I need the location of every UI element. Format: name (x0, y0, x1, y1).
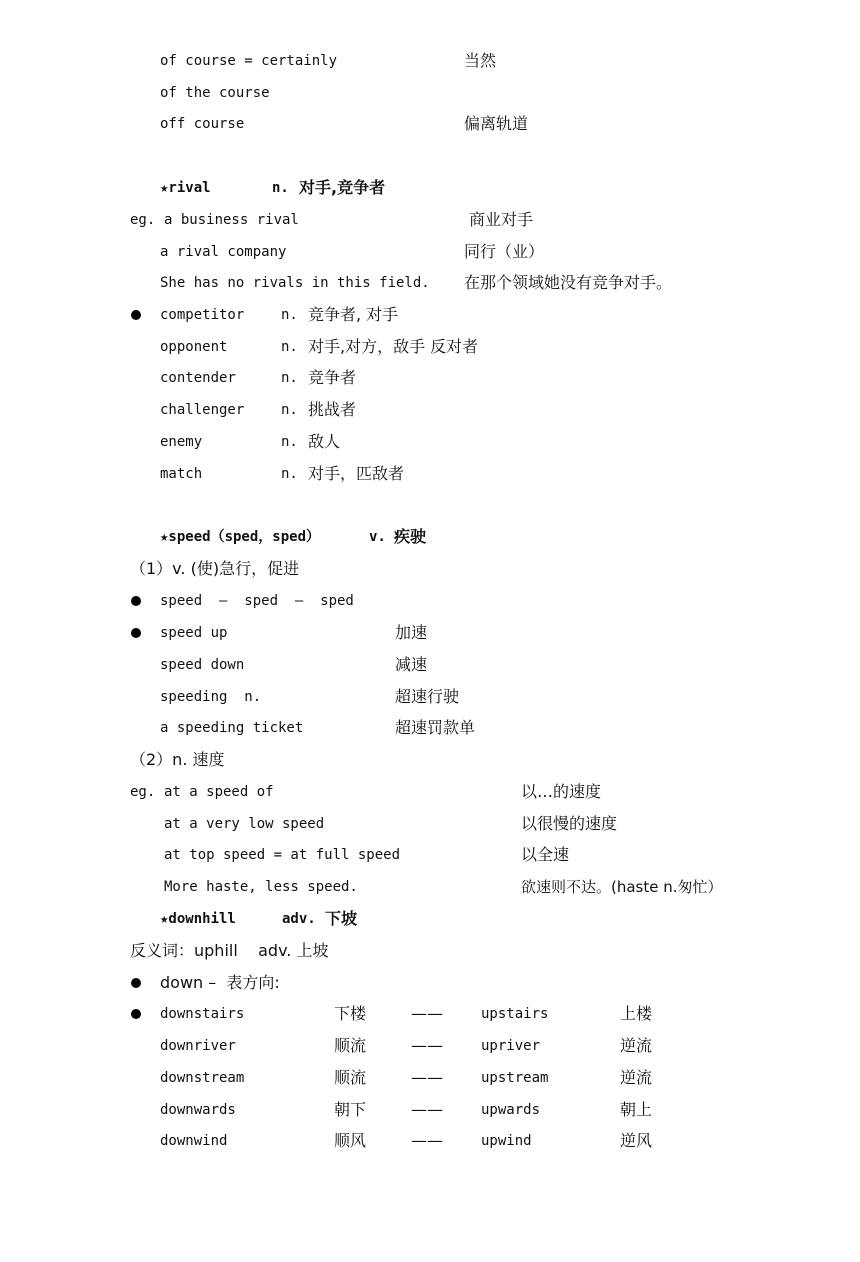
course-zh: 偏离轨道 (464, 114, 529, 133)
pair-line (0, 1035, 860, 1057)
synonym-word: opponent (160, 339, 228, 355)
down-meaning: 顺流 (334, 1068, 367, 1087)
up-meaning: 朝上 (620, 1100, 653, 1119)
synonym-pos: n. (281, 466, 298, 482)
headword-meaning: 疾驶 (394, 527, 427, 546)
direction-line (0, 972, 860, 994)
example-line (0, 209, 860, 231)
synonym-word: challenger (160, 402, 245, 418)
synonym-meaning: 敌人 (308, 432, 341, 451)
example-prefix: eg. (130, 212, 156, 228)
example-en: at a speed of (164, 784, 274, 800)
example-en: a business rival (164, 212, 299, 228)
example-zh: 在那个领域她没有竞争对手。 (464, 273, 673, 292)
phrase-line (0, 717, 860, 739)
example-line (0, 844, 860, 866)
synonym-meaning: 对手，匹敌者 (308, 464, 405, 483)
example-en: at a very low speed (164, 816, 325, 832)
synonym-line (0, 463, 860, 485)
example-zh: 以全速 (521, 845, 570, 864)
example-zh: 以很慢的速度 (521, 814, 618, 833)
antonym-text: 反义词：uphill adv. 上坡 (130, 941, 329, 960)
down-meaning: 朝下 (334, 1100, 367, 1119)
up-meaning: 上楼 (620, 1004, 653, 1023)
phrase-line (0, 622, 860, 644)
down-meaning: 顺流 (334, 1036, 367, 1055)
down-meaning: 顺风 (334, 1131, 367, 1150)
pair-line (0, 1067, 860, 1089)
down-word: downwind (160, 1133, 228, 1149)
example-zh: 同行（业） (464, 242, 545, 261)
sense-label: （2）n. 速度 (130, 750, 225, 769)
down-word: downstream (160, 1070, 245, 1086)
bullet-icon (131, 596, 141, 606)
up-word: upwards (481, 1102, 541, 1118)
up-meaning: 逆流 (620, 1068, 653, 1087)
pair-dash: —— (411, 1004, 443, 1023)
down-word: downwards (160, 1102, 236, 1118)
course-line (0, 82, 860, 104)
sense-line (0, 558, 860, 580)
phrase-zh: 加速 (395, 623, 428, 642)
up-word: upstairs (481, 1006, 549, 1022)
example-en: She has no rivals in this field. (160, 275, 430, 291)
pair-dash: —— (411, 1068, 443, 1087)
headword: ★rival (160, 180, 211, 196)
synonym-pos: n. (281, 339, 298, 355)
synonym-meaning: 挑战者 (308, 400, 357, 419)
bullet-icon (131, 1009, 141, 1019)
pair-line (0, 1099, 860, 1121)
synonym-line (0, 367, 860, 389)
pair-dash: —— (411, 1131, 443, 1150)
example-line (0, 272, 860, 294)
down-word: downstairs (160, 1006, 245, 1022)
headword-pos: v. (369, 529, 386, 545)
course-zh: 当然 (464, 51, 497, 70)
phrase-en: speed down (160, 657, 245, 673)
synonym-pos: n. (281, 402, 298, 418)
up-meaning: 逆流 (620, 1036, 653, 1055)
up-meaning: 逆风 (620, 1131, 653, 1150)
synonym-pos: n. (281, 370, 298, 386)
course-en: of the course (160, 85, 270, 101)
example-zh: 商业对手 (469, 210, 534, 229)
example-line (0, 876, 860, 898)
course-line (0, 113, 860, 135)
verb-forms: speed – sped – sped (160, 593, 354, 609)
synonym-meaning: 竞争者, 对手 (308, 305, 399, 324)
headword-meaning: 对手,竞争者 (299, 178, 386, 197)
rival-heading (0, 177, 860, 199)
phrase-en: speed up (160, 625, 228, 641)
direction-note: down – 表方向: (160, 973, 280, 992)
synonym-line (0, 399, 860, 421)
bullet-icon (131, 978, 141, 988)
example-en: More haste, less speed. (164, 879, 358, 895)
headword: ★downhill (160, 911, 236, 927)
headword-pos: adv. (282, 911, 316, 927)
example-line (0, 241, 860, 263)
synonym-word: contender (160, 370, 236, 386)
synonym-meaning: 竞争者 (308, 368, 357, 387)
synonym-line (0, 304, 860, 326)
antonym-line (0, 940, 860, 962)
pair-line (0, 1003, 860, 1025)
bullet-icon (131, 310, 141, 320)
example-zh: 欲速则不达。(haste n.匆忙） (521, 878, 723, 896)
synonym-pos: n. (281, 434, 298, 450)
course-en: off course (160, 116, 245, 132)
synonym-meaning: 对手,对方，敌手 反对者 (308, 337, 479, 356)
bullet-icon (131, 628, 141, 638)
example-line (0, 781, 860, 803)
headword-meaning: 下坡 (325, 909, 358, 928)
phrase-en: a speeding ticket (160, 720, 304, 736)
up-word: upstream (481, 1070, 549, 1086)
phrase-line (0, 654, 860, 676)
downhill-heading (0, 908, 860, 930)
phrase-zh: 超速行驶 (395, 687, 460, 706)
headword: ★speed（sped，sped） (160, 529, 321, 545)
example-zh: 以…的速度 (521, 782, 602, 801)
down-meaning: 下楼 (334, 1004, 367, 1023)
example-prefix: eg. (130, 784, 156, 800)
up-word: upriver (481, 1038, 541, 1054)
speed-heading (0, 526, 860, 548)
phrase-zh: 减速 (395, 655, 428, 674)
synonym-word: enemy (160, 434, 203, 450)
synonym-word: match (160, 466, 203, 482)
down-word: downriver (160, 1038, 236, 1054)
example-en: at top speed = at full speed (164, 847, 401, 863)
example-en: a rival company (160, 244, 287, 260)
pair-dash: —— (411, 1036, 443, 1055)
phrase-line (0, 686, 860, 708)
course-en: of course = certainly (160, 53, 338, 69)
synonym-word: competitor (160, 307, 245, 323)
up-word: upwind (481, 1133, 532, 1149)
synonym-line (0, 336, 860, 358)
phrase-en: speeding n. (160, 689, 262, 705)
example-line (0, 813, 860, 835)
course-line (0, 50, 860, 72)
pair-line (0, 1130, 860, 1152)
sense-line (0, 749, 860, 771)
pair-dash: —— (411, 1100, 443, 1119)
phrase-zh: 超速罚款单 (395, 718, 476, 737)
forms-line (0, 590, 860, 612)
sense-label: （1）v. (使)急行，促进 (130, 559, 300, 578)
headword-pos: n. (272, 180, 289, 196)
synonym-line (0, 431, 860, 453)
synonym-pos: n. (281, 307, 298, 323)
